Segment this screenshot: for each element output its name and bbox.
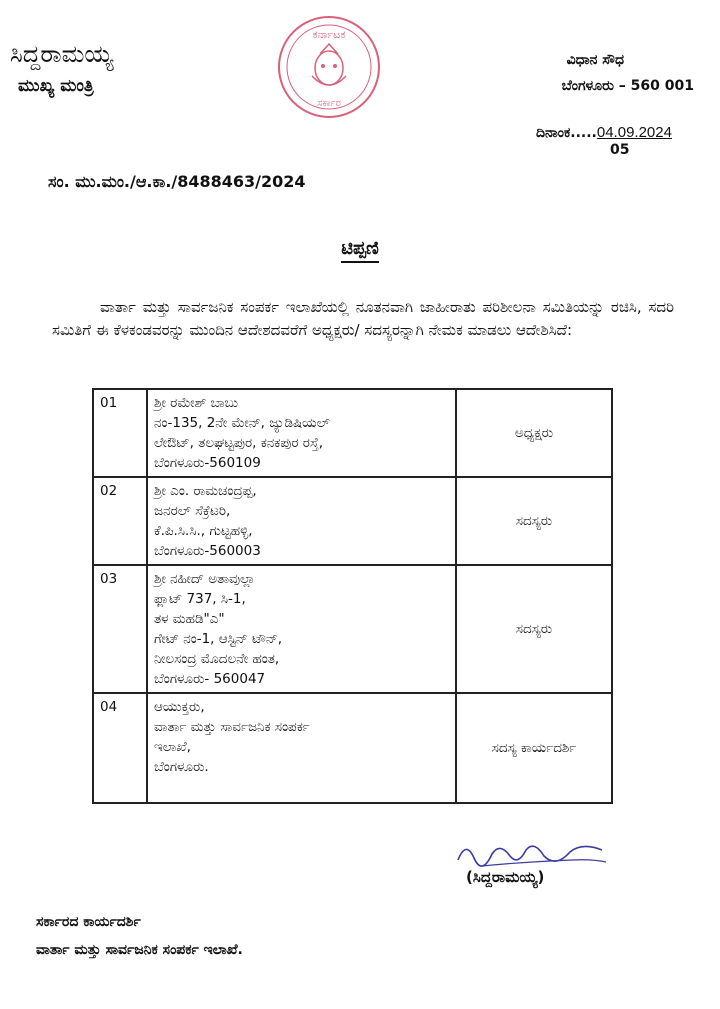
table-row xyxy=(93,477,612,565)
member-details: ಆಯುಕ್ತರು, ವಾರ್ತಾ ಮತ್ತು ಸಾರ್ವಜನಿಕ ಸಂಪರ್ಕ ಇಲಾಖೆ, ಬೆಂಗಳೂರು. xyxy=(147,693,456,803)
member-details: ಶ್ರೀ ನಹೀದ್ ಅತಾವುಲ್ಲಾ ಫ್ಲಾಟ್ 737, ಸಿ-1, ತಳ ಮಹಡಿ"ಎ" ಗೇಟ್ ನಂ-1, ಆಸ್ಟಿನ್ ಟೌನ್, ನೀಲಸಂದ್ರ ಮೊದಲನೇ ಹಂತ, ಬೆಂಗಳೂರು- 560047 xyxy=(147,565,456,693)
member-number: 01 xyxy=(93,389,147,477)
body-paragraph xyxy=(52,296,674,342)
heading-text: ಟಿಪ್ಪಣಿ xyxy=(341,238,378,263)
member-details: ಶ್ರೀ ಎಂ. ರಾಮಚಂದ್ರಪ್ಪ, ಜನರಲ್ ಸೆಕ್ರೆಟರಿ, ಕೆ.ಪಿ.ಸಿ.ಸಿ., ಗುಟ್ಟಹಳ್ಳಿ, ಬೆಂಗಳೂರು-560003 xyxy=(147,477,456,565)
office-address: ವಿಧಾನ ಸೌಧ xyxy=(566,52,624,68)
table-row xyxy=(93,693,612,803)
date-line xyxy=(536,124,672,141)
member-role: ಸದಸ್ಯರು xyxy=(456,565,612,693)
paragraph-text: ವಾರ್ತಾ ಮತ್ತು ಸಾರ್ವಜನಿಕ ಸಂಪರ್ಕ ಇಲಾಖೆಯಲ್ಲಿ ನೂತನವಾಗಿ ಜಾಹೀರಾತು ಪರಿಶೀಲನಾ ಸಮಿತಿಯನ್ನು ರಚಿಸಿ, ಸದರಿ ಸಮಿತಿಗೆ ಈ ಕೆಳಕಂಡವರನ್ನು ಮುಂದಿನ ಆದೇಶದವರೆಗೆ ಅಧ್ಯಕ್ಷರು/ ಸದಸ್ಯರನ್ನಾಗಿ ನೇಮಕ ಮಾಡಲು ಆದೇಶಿಸಿದೆ: xyxy=(52,298,674,339)
table-row xyxy=(93,389,612,477)
document-heading xyxy=(0,238,720,259)
member-number: 04 xyxy=(93,693,147,803)
date-note: 05 xyxy=(610,142,630,158)
member-role: ಅಧ್ಯಕ್ಷರು xyxy=(456,389,612,477)
member-number: 03 xyxy=(93,565,147,693)
svg-text:ಸರ್ಕಾರ: ಸರ್ಕಾರ xyxy=(317,98,341,109)
recipient-line-1: ಸರ್ಕಾರದ ಕಾರ್ಯದರ್ಶಿ xyxy=(36,914,141,930)
date-value: 04.09.2024 xyxy=(596,124,672,141)
government-seal xyxy=(276,14,382,120)
member-role: ಸದಸ್ಯ ಕಾರ್ಯದರ್ಶಿ xyxy=(456,693,612,803)
svg-text:ಕರ್ನಾಟಕ: ಕರ್ನಾಟಕ xyxy=(312,28,346,41)
letterhead-designation: ಮುಖ್ಯ ಮಂತ್ರಿ xyxy=(18,76,94,96)
reference-number: ಸಂ. ಮು.ಮಂ./ಆ.ಕಾ./8488463/2024 xyxy=(48,172,306,191)
members-table xyxy=(92,388,613,804)
office-city: ಬೆಂಗಳೂರು – 560 001 xyxy=(561,78,694,94)
member-role: ಸದಸ್ಯರು xyxy=(456,477,612,565)
table-row xyxy=(93,565,612,693)
letterhead-name: ಸಿದ್ದರಾಮಯ್ಯ xyxy=(10,40,114,68)
recipient-line-2: ವಾರ್ತಾ ಮತ್ತು ಸಾರ್ವಜನಿಕ ಸಂಪರ್ಕ ಇಲಾಖೆ. xyxy=(36,942,243,958)
signatory-name: (ಸಿದ್ದರಾಮಯ್ಯ) xyxy=(466,868,545,886)
member-details: ಶ್ರೀ ರಮೇಶ್ ಬಾಬು ನಂ-135, 2ನೇ ಮೇನ್, ಜ್ಯುಡಿಷಿಯಲ್ ಲೇಔಟ್, ತಲಘಟ್ಟಪುರ, ಕನಕಪುರ ರಸ್ತೆ, ಬೆಂಗಳೂರು-560109 xyxy=(147,389,456,477)
date-label: ದಿನಾಂಕ..... xyxy=(536,125,597,141)
member-number: 02 xyxy=(93,477,147,565)
